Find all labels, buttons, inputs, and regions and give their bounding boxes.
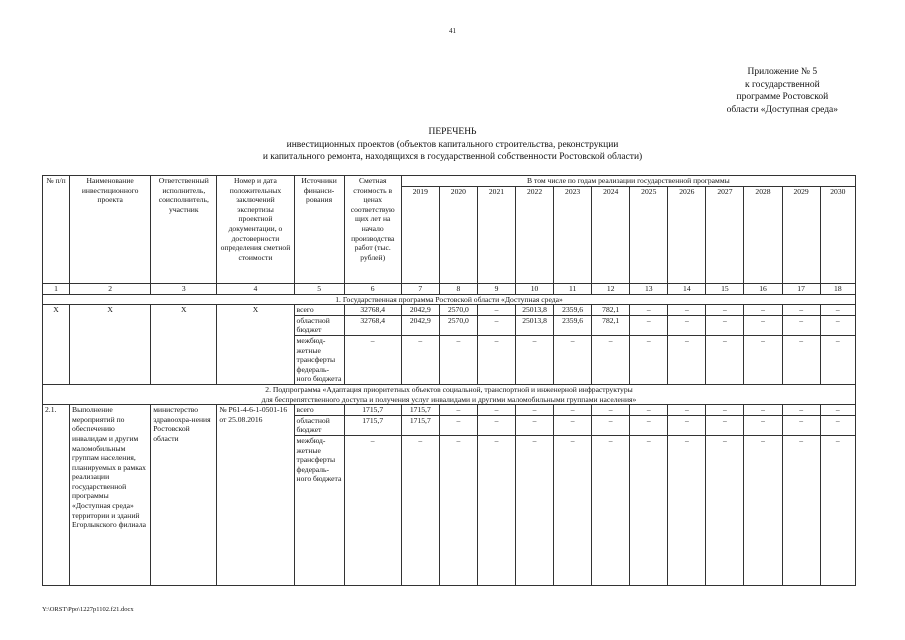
year-value: – bbox=[744, 415, 782, 435]
year-value: 25013,8 bbox=[516, 305, 554, 316]
year-value: 2570,0 bbox=[439, 315, 477, 335]
year-value: – bbox=[592, 435, 630, 585]
header-name: Наименование инвестиционного проекта bbox=[70, 176, 151, 284]
year-value: – bbox=[744, 335, 782, 384]
funding-source: областной бюджет bbox=[294, 415, 344, 435]
cost-cell: 32768,4 bbox=[344, 315, 401, 335]
funding-source: межбюд-жетные трансферты федераль-ного бюджета bbox=[294, 335, 344, 384]
section-1-expertise: Х bbox=[217, 305, 294, 385]
header-year: 2022 bbox=[516, 186, 554, 283]
header-year: 2029 bbox=[782, 186, 820, 283]
header-year: 2028 bbox=[744, 186, 782, 283]
year-value: – bbox=[668, 305, 706, 316]
year-value: – bbox=[516, 435, 554, 585]
table-row bbox=[43, 305, 856, 316]
section-2-num: 2.1. bbox=[43, 405, 70, 586]
year-value: – bbox=[820, 405, 855, 416]
column-number: 3 bbox=[151, 283, 217, 294]
column-number: 10 bbox=[516, 283, 554, 294]
investment-projects-table bbox=[42, 175, 856, 586]
column-number: 6 bbox=[344, 283, 401, 294]
year-value: – bbox=[782, 305, 820, 316]
year-value: – bbox=[516, 335, 554, 384]
header-year: 2025 bbox=[630, 186, 668, 283]
year-value: – bbox=[439, 405, 477, 416]
year-value: – bbox=[630, 315, 668, 335]
header-year: 2023 bbox=[554, 186, 592, 283]
section-1-name: Х bbox=[70, 305, 151, 385]
year-value: 1715,7 bbox=[401, 405, 439, 416]
column-number: 11 bbox=[554, 283, 592, 294]
section-2-executor: министерство здравоохра-нения Ростовской области bbox=[151, 405, 217, 586]
year-value: – bbox=[554, 405, 592, 416]
funding-source: всего bbox=[294, 405, 344, 416]
year-value: – bbox=[630, 415, 668, 435]
header-num: № п/п bbox=[43, 176, 70, 284]
year-value: – bbox=[744, 405, 782, 416]
year-value: 782,1 bbox=[592, 315, 630, 335]
year-value: 2042,9 bbox=[401, 305, 439, 316]
year-value: – bbox=[744, 435, 782, 585]
year-value: – bbox=[668, 435, 706, 585]
section-2-expertise: № Р61-4-6-1-0501-16 от 25.08.2016 bbox=[217, 405, 294, 586]
year-value: 2570,0 bbox=[439, 305, 477, 316]
year-value: – bbox=[630, 405, 668, 416]
cost-cell: 32768,4 bbox=[344, 305, 401, 316]
year-value: – bbox=[516, 405, 554, 416]
column-numbers-row bbox=[43, 283, 856, 294]
year-value: – bbox=[477, 315, 515, 335]
section-2-title-line-1: 2. Подпрограмма «Адаптация приоритетных объектов социальной, транспортной и инженерной инфраструктуры bbox=[265, 384, 633, 394]
column-number: 4 bbox=[217, 283, 294, 294]
year-value: – bbox=[401, 435, 439, 585]
column-number: 17 bbox=[782, 283, 820, 294]
year-value: – bbox=[477, 305, 515, 316]
year-value: – bbox=[820, 315, 855, 335]
year-value: 25013,8 bbox=[516, 315, 554, 335]
section-2-title-line-2: для беспрепятственного доступа и получения услуг инвалидами и другими маломобильными группами населения» bbox=[261, 394, 637, 404]
section-1-num: Х bbox=[43, 305, 70, 385]
page-number: 41 bbox=[449, 27, 456, 35]
table-row bbox=[43, 405, 856, 416]
year-value: – bbox=[516, 415, 554, 435]
header-row-top bbox=[43, 176, 856, 187]
year-value: – bbox=[630, 335, 668, 384]
header-year: 2020 bbox=[439, 186, 477, 283]
year-value: – bbox=[668, 315, 706, 335]
year-value: 1715,7 bbox=[401, 415, 439, 435]
section-2-name: Выполнение мероприятий по обеспечению инвалидам и другим маломобильным группам населения, планируемых в рамках реализации государственной программы «Доступная среда» территории и зданий Егорлыкского филиала bbox=[70, 405, 151, 586]
header-year: 2024 bbox=[592, 186, 630, 283]
year-value: – bbox=[592, 415, 630, 435]
header-sources: Источники финанси-рования bbox=[294, 176, 344, 284]
column-number: 15 bbox=[706, 283, 744, 294]
year-value: – bbox=[820, 415, 855, 435]
year-value: – bbox=[554, 435, 592, 585]
year-value: – bbox=[592, 405, 630, 416]
appendix-line-4: области «Доступная среда» bbox=[726, 104, 838, 115]
year-value: – bbox=[782, 415, 820, 435]
year-value: – bbox=[554, 335, 592, 384]
header-year: 2021 bbox=[477, 186, 515, 283]
funding-source: областной бюджет bbox=[294, 315, 344, 335]
header-cost: Сметная стоимость в ценах соответствую щих лет на начало производства работ (тыс. рублей) bbox=[344, 176, 401, 284]
column-number: 9 bbox=[477, 283, 515, 294]
header-years-group: В том числе по годам реализации государственной программы bbox=[401, 176, 855, 187]
cost-cell: 1715,7 bbox=[344, 415, 401, 435]
appendix-note bbox=[727, 66, 838, 116]
section-1-executor: Х bbox=[151, 305, 217, 385]
section-2-title-row bbox=[43, 384, 856, 404]
title-line-2: и капитального ремонта, находящихся в государственной собственности Ростовской области) bbox=[262, 152, 643, 162]
year-value: – bbox=[820, 435, 855, 585]
year-value: – bbox=[668, 335, 706, 384]
year-value: 2359,6 bbox=[554, 305, 592, 316]
year-value: – bbox=[439, 415, 477, 435]
column-number: 16 bbox=[744, 283, 782, 294]
year-value: – bbox=[706, 315, 744, 335]
year-value: – bbox=[477, 435, 515, 585]
year-value: – bbox=[706, 335, 744, 384]
year-value: – bbox=[782, 435, 820, 585]
year-value: – bbox=[782, 315, 820, 335]
year-value: – bbox=[706, 415, 744, 435]
section-1-title: 1. Государственная программа Ростовской области «Доступная среда» bbox=[43, 294, 856, 305]
year-value: – bbox=[706, 405, 744, 416]
funding-source: всего bbox=[294, 305, 344, 316]
column-number: 18 bbox=[820, 283, 855, 294]
year-value: – bbox=[630, 305, 668, 316]
column-number: 2 bbox=[70, 283, 151, 294]
column-number: 1 bbox=[43, 283, 70, 294]
year-value: – bbox=[592, 335, 630, 384]
title-heading: ПЕРЕЧЕНЬ bbox=[428, 127, 477, 137]
section-2-title bbox=[43, 384, 856, 404]
column-number: 14 bbox=[668, 283, 706, 294]
year-value: – bbox=[477, 335, 515, 384]
year-value: – bbox=[820, 305, 855, 316]
appendix-line-2: к государственной bbox=[744, 79, 820, 90]
column-number: 7 bbox=[401, 283, 439, 294]
section-1-title-row bbox=[43, 294, 856, 305]
column-number: 13 bbox=[630, 283, 668, 294]
year-value: – bbox=[668, 415, 706, 435]
year-value: – bbox=[782, 335, 820, 384]
year-value: – bbox=[706, 305, 744, 316]
footer-file-path: Y:\ORST\Ppo\1227p1102.f21.docx bbox=[42, 606, 134, 613]
cost-cell: – bbox=[344, 335, 401, 384]
appendix-line-1: Приложение № 5 bbox=[747, 67, 818, 77]
document-title bbox=[0, 126, 905, 164]
year-value: – bbox=[439, 335, 477, 384]
year-value: – bbox=[782, 405, 820, 416]
header-year: 2019 bbox=[401, 186, 439, 283]
header-executor: Ответственный исполнитель, соисполнитель, участник bbox=[151, 176, 217, 284]
year-value: – bbox=[820, 335, 855, 384]
year-value: – bbox=[706, 435, 744, 585]
cost-cell: – bbox=[344, 435, 401, 585]
year-value: – bbox=[439, 435, 477, 585]
year-value: – bbox=[744, 305, 782, 316]
column-number: 5 bbox=[294, 283, 344, 294]
year-value: – bbox=[554, 415, 592, 435]
appendix-line-3: программе Ростовской bbox=[736, 92, 829, 102]
header-year: 2026 bbox=[668, 186, 706, 283]
year-value: – bbox=[668, 405, 706, 416]
funding-source: межбюд-жетные трансферты федераль-ного бюджета bbox=[294, 435, 344, 585]
year-value: – bbox=[477, 405, 515, 416]
header-year: 2030 bbox=[820, 186, 855, 283]
year-value: 782,1 bbox=[592, 305, 630, 316]
year-value: – bbox=[744, 315, 782, 335]
column-number: 8 bbox=[439, 283, 477, 294]
year-value: 2359,6 bbox=[554, 315, 592, 335]
header-expertise: Номер и дата положительных заключений экспертизы проектной документации, о достоверности определения сметной стоимости bbox=[217, 176, 294, 284]
year-value: 2042,9 bbox=[401, 315, 439, 335]
title-line-1: инвестиционных проектов (объектов капитального строительства, реконструкции bbox=[286, 139, 619, 150]
year-value: – bbox=[401, 335, 439, 384]
cost-cell: 1715,7 bbox=[344, 405, 401, 416]
year-value: – bbox=[477, 415, 515, 435]
year-value: – bbox=[630, 435, 668, 585]
column-number: 12 bbox=[592, 283, 630, 294]
header-year: 2027 bbox=[706, 186, 744, 283]
